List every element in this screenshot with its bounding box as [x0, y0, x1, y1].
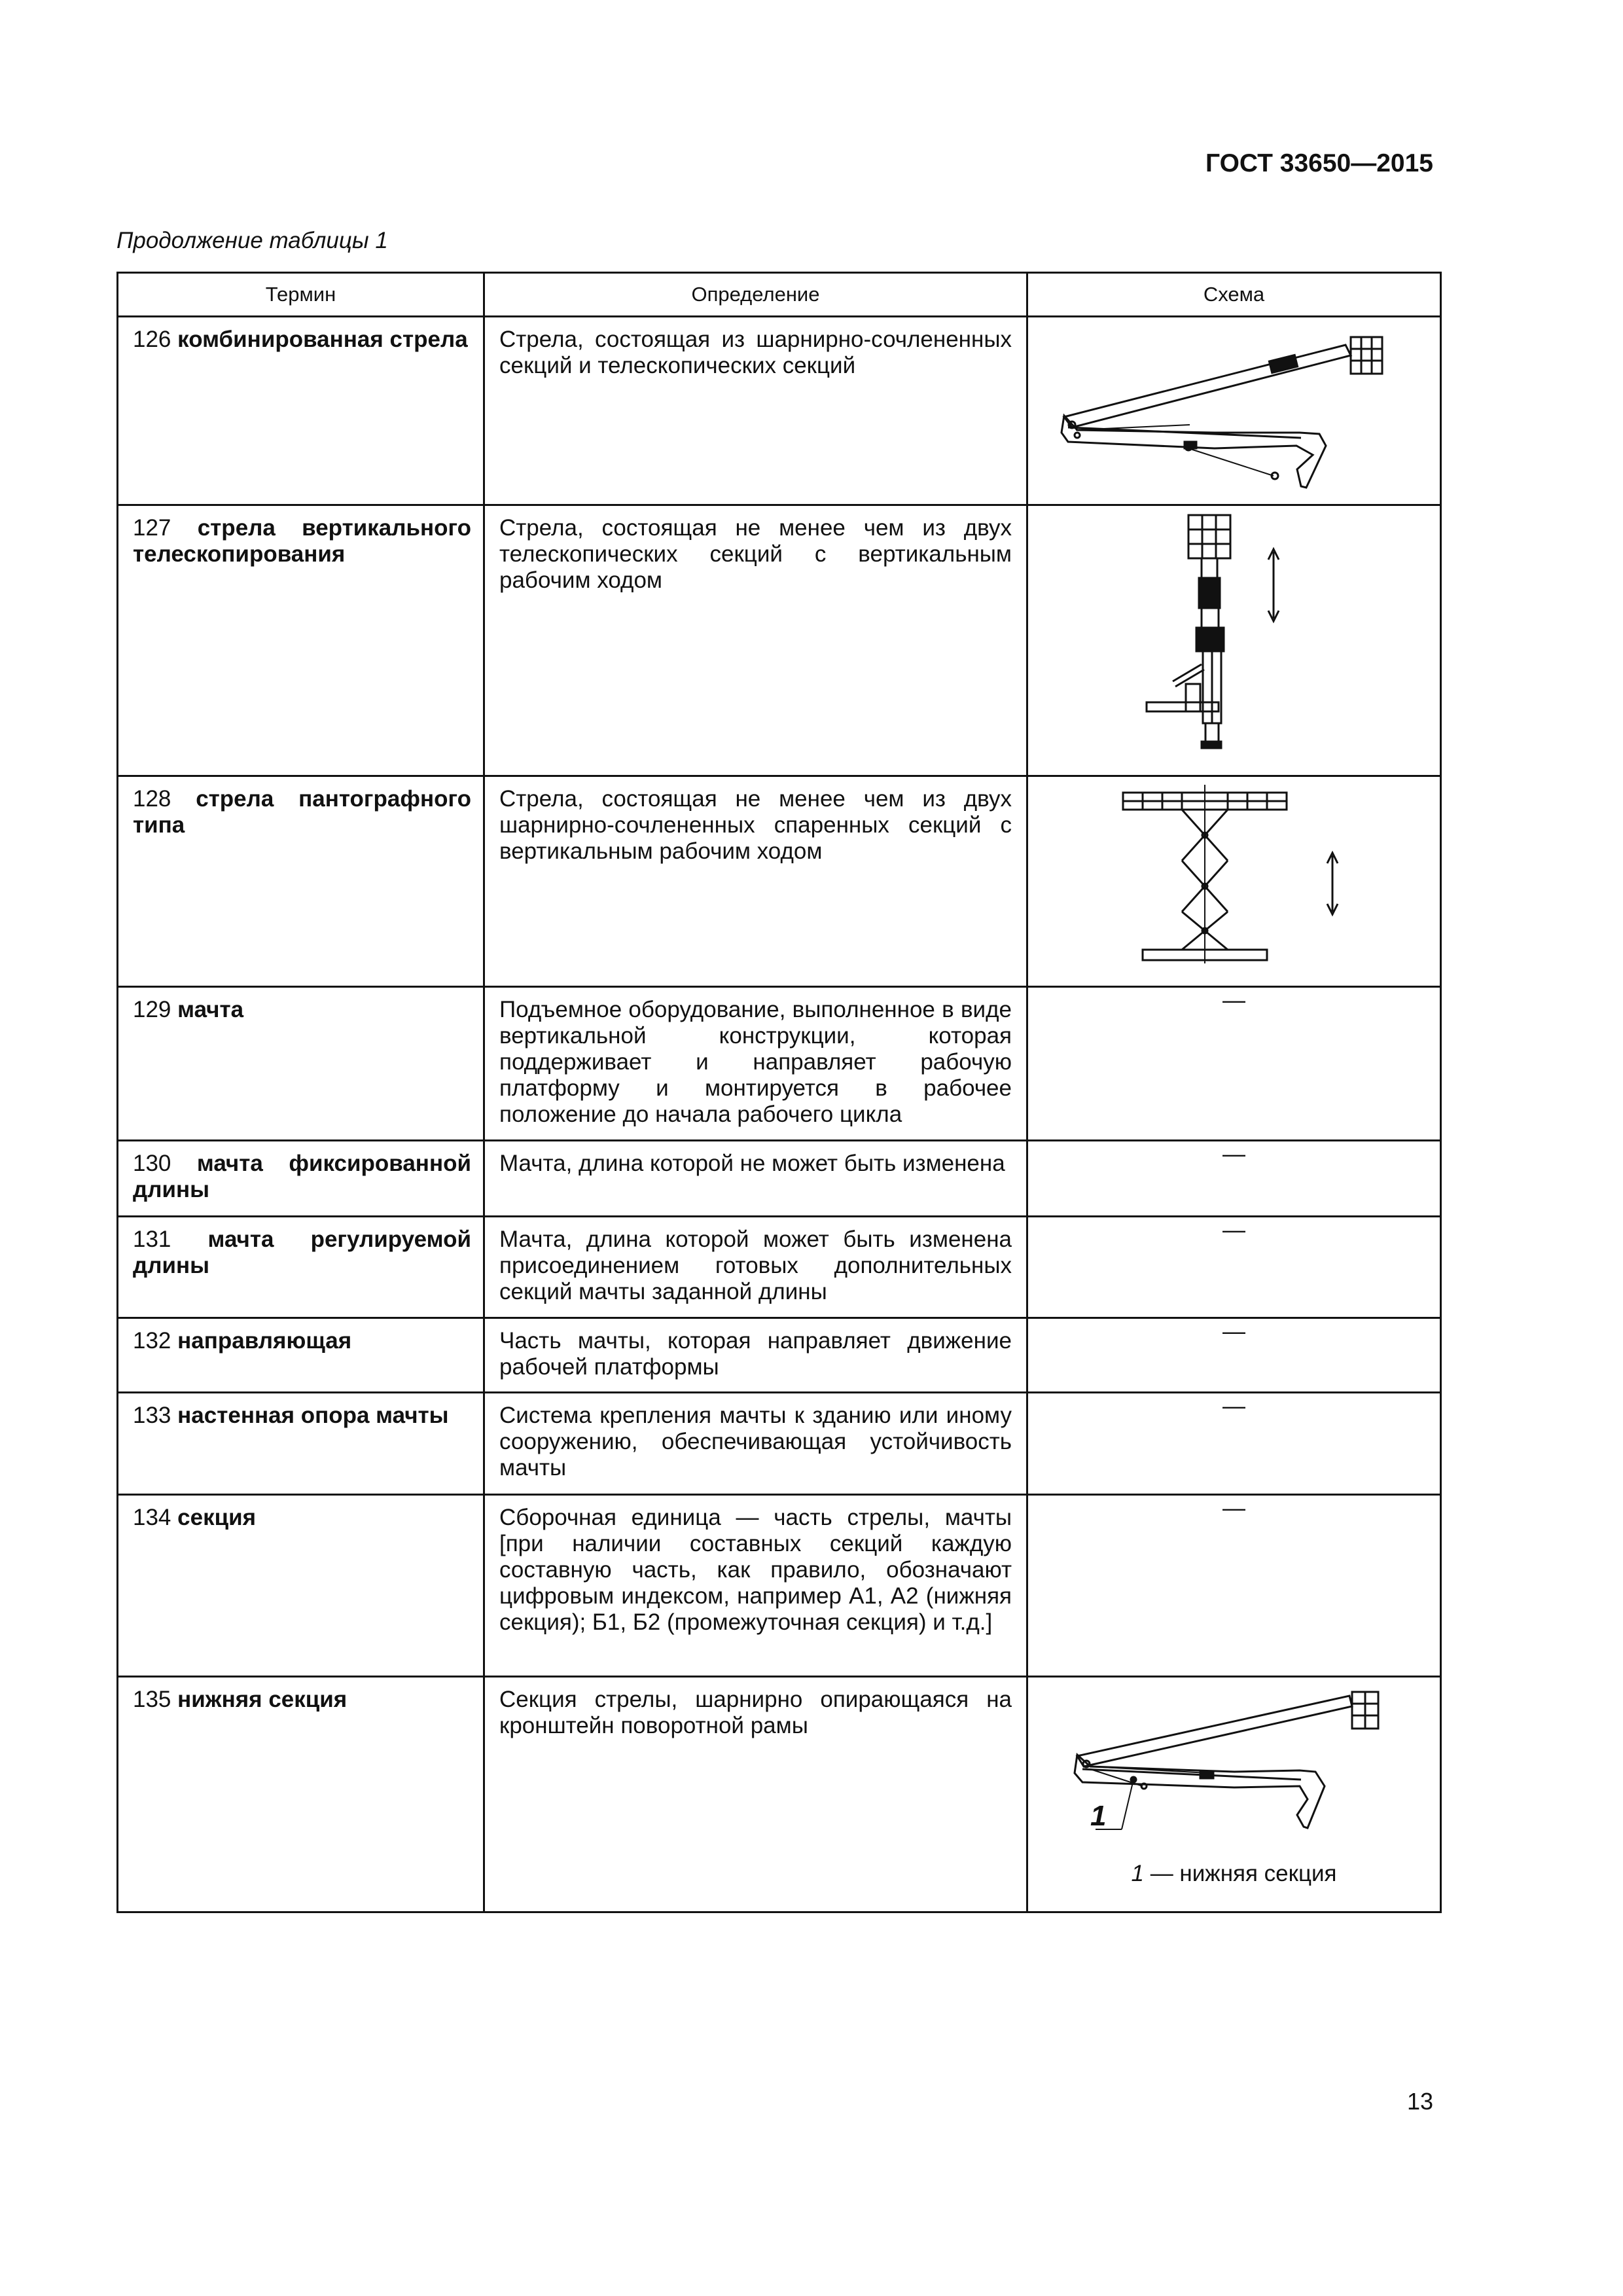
definition-cell: Секция стрелы, шарнирно опирающаяся на кронштейн поворотной рамы — [484, 1677, 1027, 1912]
page-number: 13 — [1406, 2088, 1433, 2115]
term-number: 132 — [133, 1328, 171, 1354]
table-caption: Продолжение таблицы 1 — [116, 228, 388, 253]
scheme-cell — [1027, 1141, 1441, 1217]
scheme-cell — [1027, 1677, 1441, 1912]
term-number: 130 — [133, 1151, 171, 1176]
term-number: 128 — [133, 786, 171, 812]
table-row — [118, 505, 1441, 776]
table-header-row — [118, 273, 1441, 317]
term-name: мачта фиксированной длины — [133, 1151, 471, 1202]
term-cell — [118, 1677, 484, 1912]
term-name: мачта регулируемой длины — [133, 1227, 471, 1278]
column-header-term: Термин — [118, 273, 484, 317]
definition-cell: Стрела, состоящая не менее чем из двух шарнирно-сочлененных спаренных секций с вертикальным рабочим ходом — [484, 776, 1027, 987]
term-name: настенная опора мачты — [177, 1403, 449, 1428]
legend-text: — нижняя секция — [1143, 1861, 1337, 1886]
lower-section-diagram — [1064, 1684, 1404, 1861]
term-cell — [118, 1495, 484, 1677]
term-name: направляющая — [177, 1328, 352, 1354]
term-name: стрела вертикального телескопирования — [133, 515, 471, 567]
terms-table — [116, 272, 1442, 1913]
table-row — [118, 317, 1441, 505]
scheme-cell — [1027, 505, 1441, 776]
scheme-cell — [1027, 987, 1441, 1141]
term-cell — [118, 505, 484, 776]
definition-cell: Подъемное оборудование, выполненное в виде вертикальной конструкции, которая поддерживает и направляет рабочую платформу и монтируется в рабочее положение до начала рабочего цикла — [484, 987, 1027, 1141]
scheme-cell — [1027, 776, 1441, 987]
definition-cell: Стрела, состоящая из шарнирно-сочлененных секций и телескопических секций — [484, 317, 1027, 505]
legend-number: 1 — [1131, 1861, 1144, 1886]
term-name: комбинированная стрела — [177, 327, 468, 352]
term-cell — [118, 1393, 484, 1495]
pantograph-boom-diagram — [1097, 777, 1372, 973]
term-cell — [118, 1141, 484, 1217]
scheme-legend — [1028, 1861, 1440, 1887]
callout-label: 1 — [1090, 1800, 1106, 1832]
term-name: секция — [177, 1505, 257, 1530]
term-number: 127 — [133, 515, 171, 541]
empty-scheme-dash: — — [1222, 1141, 1245, 1167]
table-row — [118, 1141, 1441, 1217]
definition-cell: Стрела, состоящая не менее чем из двух телескопических секций с вертикальным рабочим ходом — [484, 505, 1027, 776]
term-name: мачта — [177, 997, 244, 1022]
definition-cell: Мачта, длина которой может быть изменена присоединением готовых дополнительных секций мачты заданной длины — [484, 1217, 1027, 1318]
definition-cell: Мачта, длина которой не может быть изменена — [484, 1141, 1027, 1217]
table-row — [118, 1318, 1441, 1393]
empty-scheme-dash: — — [1222, 1319, 1245, 1344]
column-header-scheme: Схема — [1027, 273, 1441, 317]
scheme-cell — [1027, 1495, 1441, 1677]
table-row — [118, 1217, 1441, 1318]
definition-cell: Система крепления мачты к зданию или иному сооружению, обеспечивающая устойчивость мачты — [484, 1393, 1027, 1495]
table-row — [118, 987, 1441, 1141]
scheme-cell — [1027, 1217, 1441, 1318]
scheme-cell — [1027, 317, 1441, 505]
table-row — [118, 1677, 1441, 1912]
term-number: 129 — [133, 997, 171, 1022]
term-cell — [118, 987, 484, 1141]
definition-cell: Сборочная единица — часть стрелы, мачты [при наличии составных секций каждую составную часть, как правило, обозначают цифровым индексом, например А1, А2 (нижняя секция); Б1, Б2 (промежуточная секция) и т.д.] — [484, 1495, 1027, 1677]
term-number: 126 — [133, 327, 171, 352]
empty-scheme-dash: — — [1222, 988, 1245, 1013]
term-cell — [118, 317, 484, 505]
term-number: 135 — [133, 1687, 171, 1712]
table-row — [118, 1495, 1441, 1677]
definition-cell: Часть мачты, которая направляет движение рабочей платформы — [484, 1318, 1027, 1393]
table-row — [118, 776, 1441, 987]
term-number: 134 — [133, 1505, 171, 1530]
empty-scheme-dash: — — [1222, 1393, 1245, 1419]
term-cell — [118, 1318, 484, 1393]
scheme-cell — [1027, 1393, 1441, 1495]
term-name: стрела пантографного типа — [133, 786, 471, 838]
document-code: ГОСТ 33650—2015 — [1205, 149, 1433, 177]
term-cell — [118, 776, 484, 987]
empty-scheme-dash: — — [1222, 1217, 1245, 1243]
term-number: 133 — [133, 1403, 171, 1428]
vertical-telescopic-boom-diagram — [1136, 506, 1332, 768]
term-cell — [118, 1217, 484, 1318]
scheme-cell — [1027, 1318, 1441, 1393]
table-row — [118, 1393, 1441, 1495]
term-name: нижняя секция — [177, 1687, 348, 1712]
combined-boom-diagram — [1038, 317, 1431, 494]
empty-scheme-dash: — — [1222, 1496, 1245, 1521]
column-header-definition: Определение — [484, 273, 1027, 317]
term-number: 131 — [133, 1227, 171, 1252]
